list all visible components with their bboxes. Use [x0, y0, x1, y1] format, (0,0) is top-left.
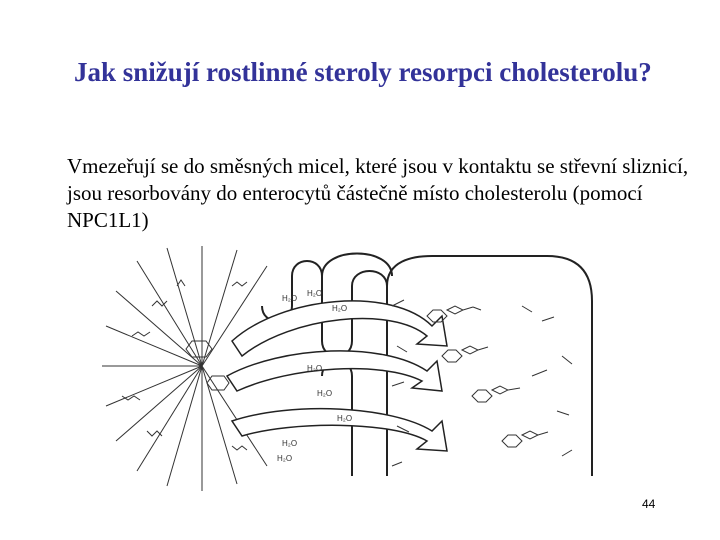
- page-number: 44: [642, 497, 656, 511]
- water-label: H₂O: [307, 289, 323, 298]
- slide-title: Jak snižují rostlinné steroly resorpci cholesterolu?: [74, 57, 652, 87]
- water-label: H₂O: [282, 294, 298, 303]
- water-label: H₂O: [282, 439, 298, 448]
- transport-arrows: [227, 301, 447, 451]
- water-label: H₂O: [332, 304, 348, 313]
- water-label: H₂O: [337, 414, 353, 423]
- water-label: H₂O: [277, 454, 293, 463]
- slide-body-text: Vmezeřují se do směsných micel, které jsou v kontaktu se střevní sliznicí, jsou resorbovány do enterocytů částečně místo cholesterolu (pomocí NPC1L1): [67, 154, 689, 232]
- water-label: H₂O: [317, 389, 333, 398]
- micelle-absorption-diagram: [92, 246, 607, 496]
- water-label: H₂O: [307, 364, 323, 373]
